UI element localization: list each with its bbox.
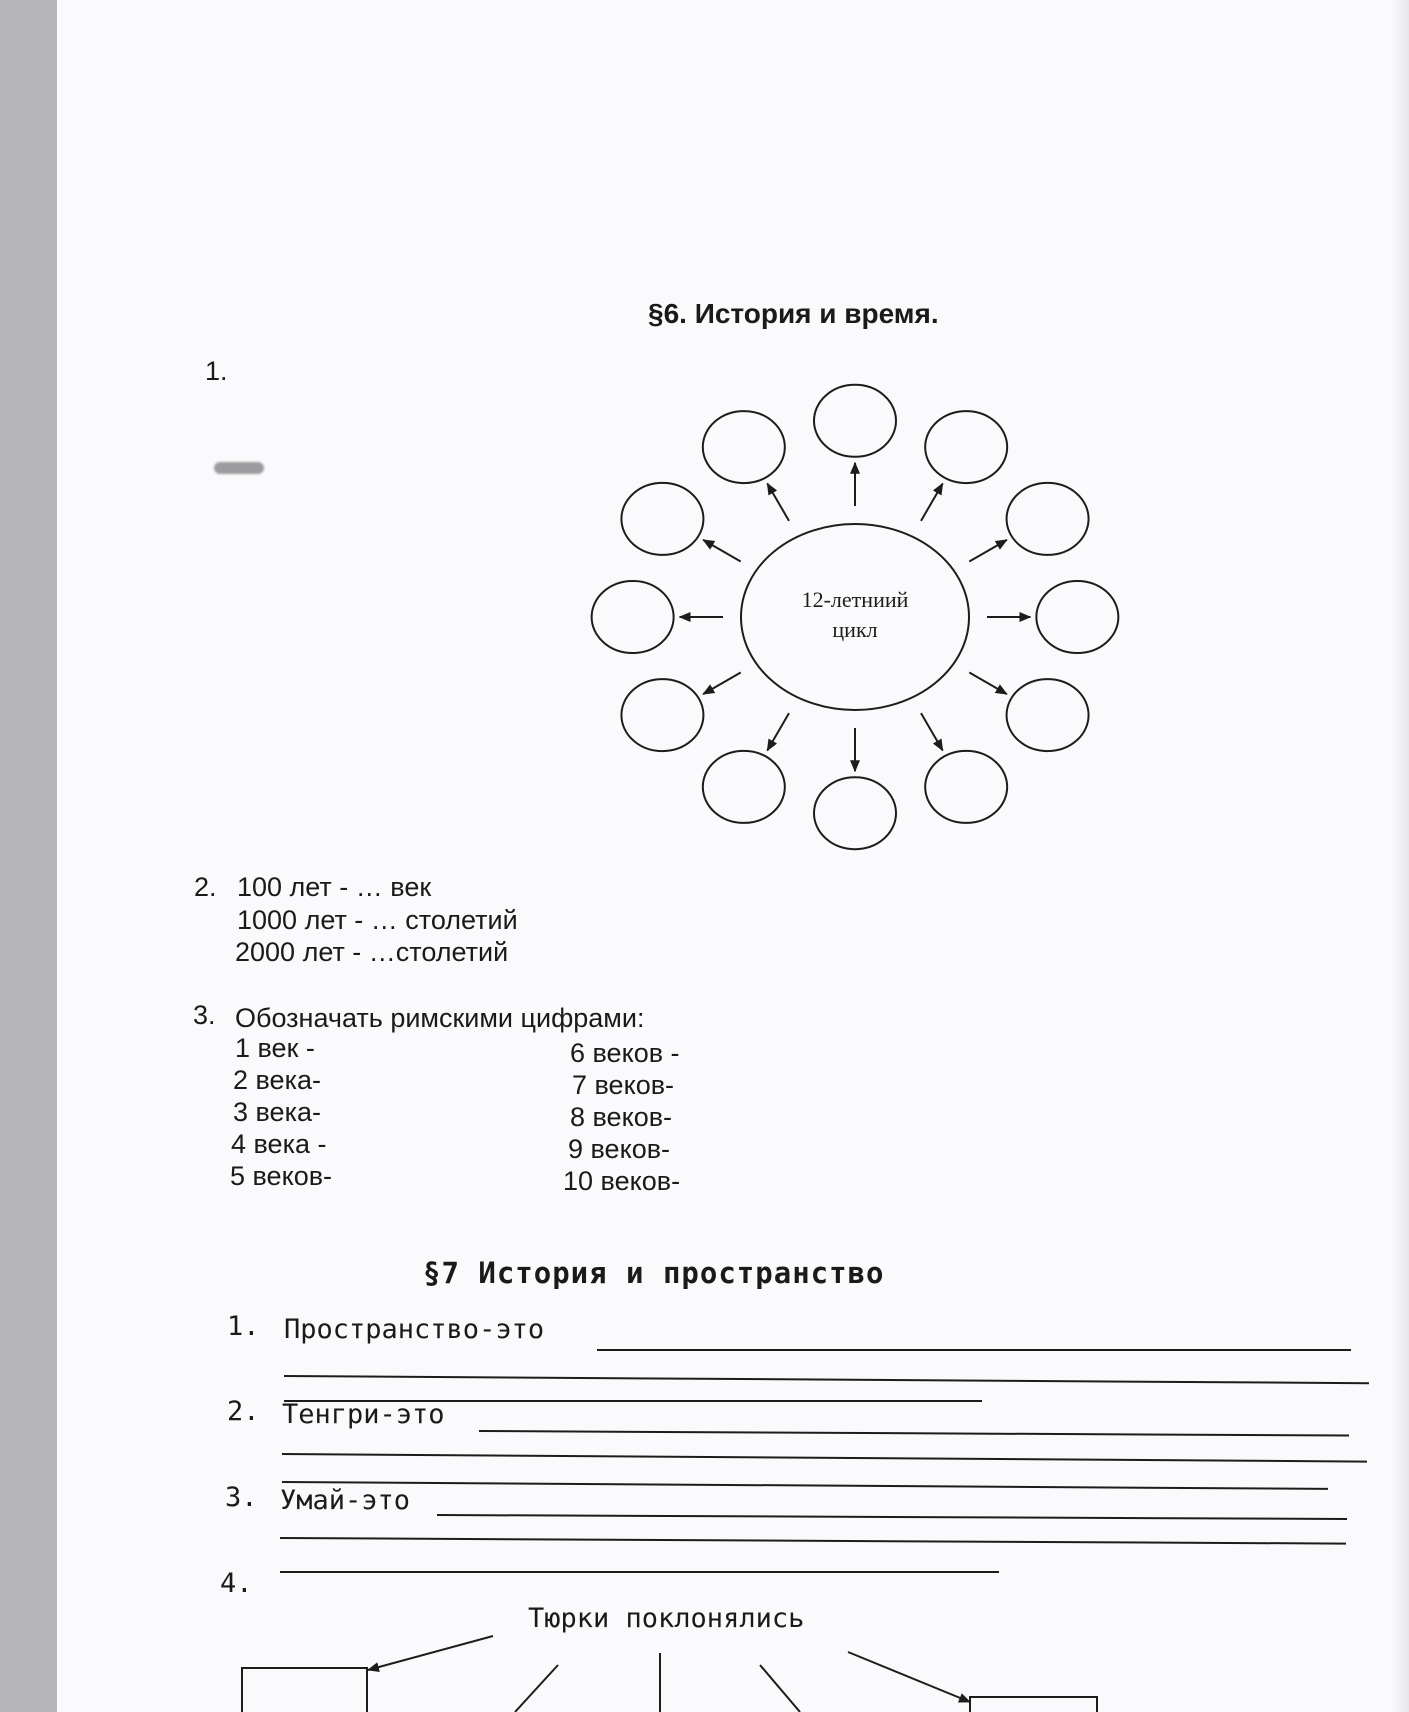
cycle-arrow — [969, 540, 1007, 562]
worship-arrow-left — [368, 1636, 493, 1670]
worship-arrow-right — [848, 1652, 970, 1702]
cycle-year-circle — [814, 385, 896, 457]
cycle-arrow — [921, 713, 943, 750]
task3-right-3: 8 веков- — [570, 1102, 673, 1132]
cycle-center-label-1: 12-летниий — [801, 587, 909, 612]
cycle-year-circle — [592, 581, 674, 653]
task2-line-1: 100 лет - … век — [237, 872, 432, 902]
cycle-arrow — [767, 713, 789, 750]
cycle-year-circle — [621, 483, 703, 555]
task3-prompt: Обозначать римскими цифрами: — [235, 1003, 645, 1033]
cycle-year-circle — [925, 411, 1007, 483]
cycle-arrow — [921, 483, 943, 520]
cycle-year-circle — [1036, 581, 1118, 653]
cycle-year-circle — [1007, 679, 1089, 751]
q3-text: Умай-это — [280, 1485, 411, 1516]
cycle-center-label-2: цикл — [832, 617, 878, 642]
worship-box-right — [970, 1697, 1097, 1712]
task3-left-4: 4 века - — [231, 1129, 327, 1159]
q2-number: 2. — [227, 1396, 260, 1427]
worship-branch-2 — [515, 1665, 558, 1712]
q4-number: 4. — [220, 1568, 253, 1599]
cycle-year-circle — [925, 751, 1007, 823]
q2-text: Тенгри-это — [282, 1399, 445, 1430]
task3-right-2: 7 веков- — [572, 1070, 675, 1100]
task2-line-2: 1000 лет - … столетий — [237, 905, 518, 935]
task3-number: 3. — [193, 1000, 216, 1030]
q1-answer-line-1 — [597, 1349, 1351, 1351]
cycle-year-circle — [621, 679, 703, 751]
task3-right-4: 9 веков- — [568, 1134, 671, 1164]
task1-number: 1. — [205, 356, 228, 386]
cycle-arrow — [703, 673, 741, 695]
task2-number: 2. — [194, 872, 217, 902]
task3-left-2: 2 века- — [233, 1065, 321, 1095]
cycle-group — [592, 385, 1119, 849]
task3-left-5: 5 веков- — [230, 1161, 333, 1191]
section7-title: §7 История и пространство — [423, 1256, 885, 1290]
section6-title: §6. История и время. — [648, 298, 939, 329]
worship-box-left — [242, 1668, 367, 1712]
cycle-year-circle — [814, 777, 896, 849]
worship-branch-4 — [760, 1665, 800, 1712]
cycle-arrow — [767, 483, 789, 520]
task3-left-1: 1 век - — [235, 1033, 315, 1063]
q1-number: 1. — [227, 1311, 260, 1342]
q4-diagram-title: Тюрки поклонялись — [528, 1603, 805, 1634]
cycle-year-circle — [1007, 483, 1089, 555]
worship-diagram — [242, 1636, 1097, 1712]
task2-line-3: 2000 лет - …столетий — [235, 937, 509, 967]
q1-text: Пространство-это — [284, 1314, 545, 1345]
cycle-year-circle — [703, 751, 785, 823]
cycle-arrow — [703, 540, 741, 562]
task3-left-3: 3 века- — [233, 1097, 321, 1127]
cycle-arrow — [969, 673, 1007, 695]
task3-right-1: 6 веков - — [570, 1038, 680, 1068]
q3-number: 3. — [225, 1482, 258, 1513]
q3-answer-line-3 — [280, 1571, 999, 1573]
task3-right-5: 10 веков- — [563, 1166, 681, 1196]
cycle-year-circle — [703, 411, 785, 483]
